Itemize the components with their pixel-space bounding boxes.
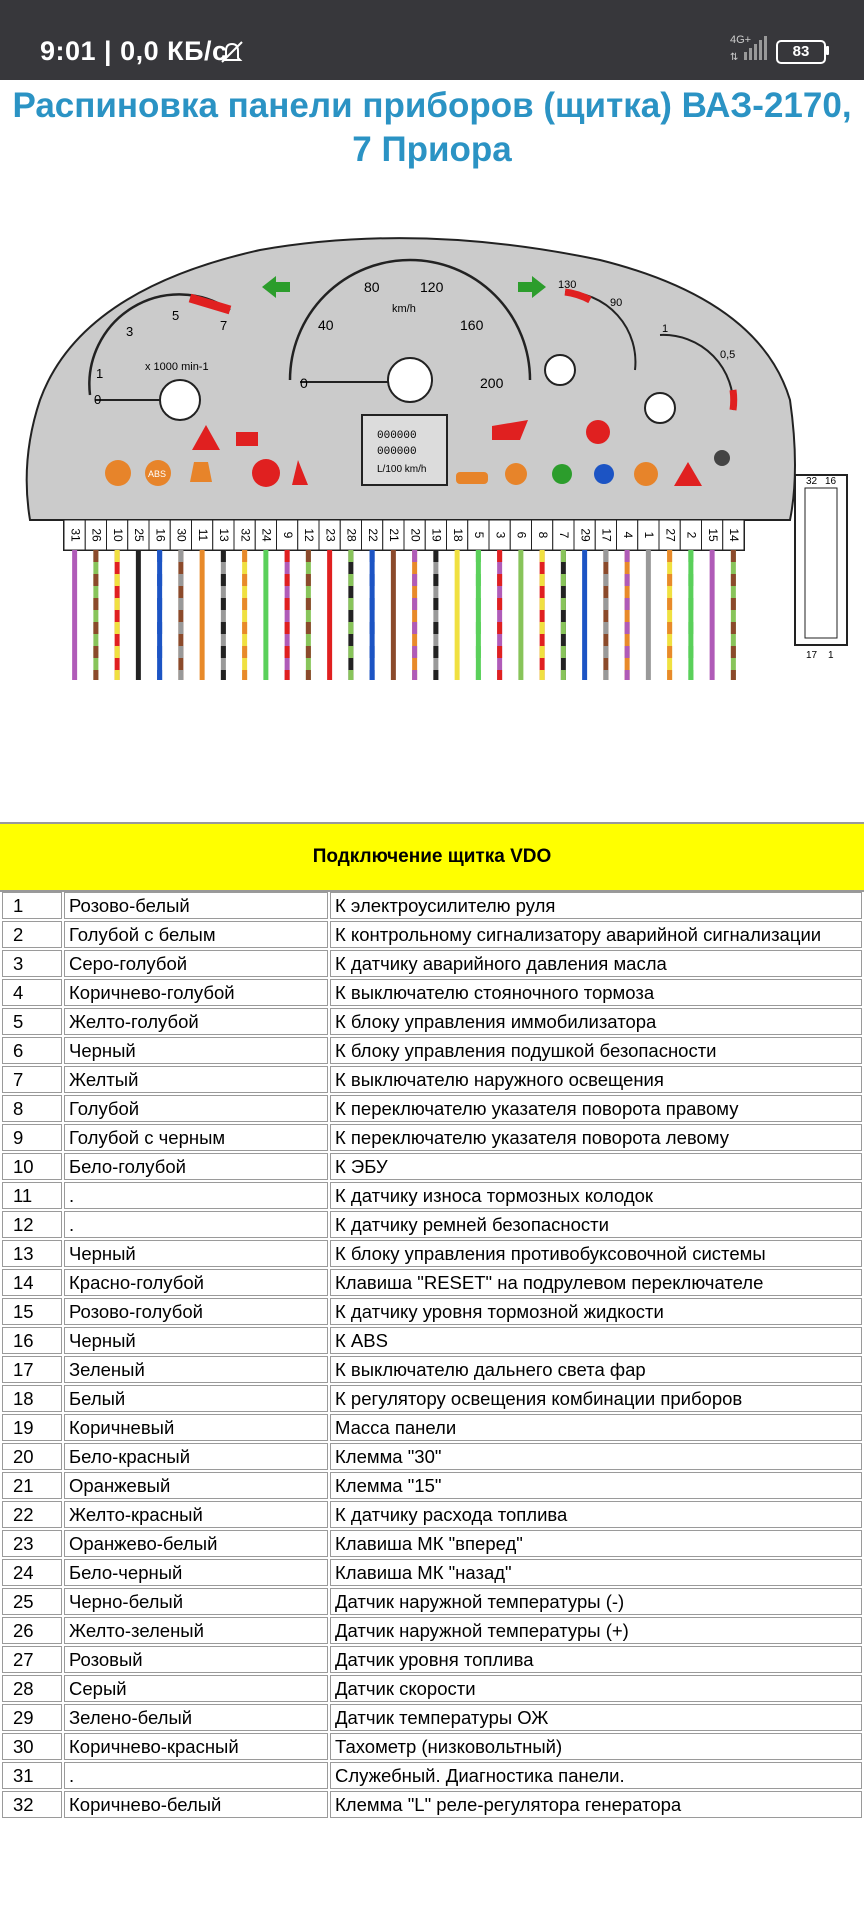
tacho-label-3: 3 (126, 324, 134, 339)
pin-number: 6 (2, 1037, 62, 1064)
connector-pin-label: 5 (472, 531, 487, 539)
pin-destination: Масса панели (330, 1414, 862, 1441)
wire-color: Бело-красный (64, 1443, 328, 1470)
fuel-label-1: 1 (662, 323, 669, 335)
abs-label: ABS (148, 469, 167, 479)
connector-pin-label: 7 (557, 531, 572, 539)
connector-plug (795, 475, 847, 645)
pin-destination: К датчику ремней безопасности (330, 1211, 862, 1238)
pin-destination: К контрольному сигнализатору аварийной сигнализации (330, 921, 862, 948)
display-line-3: L/100 km/h (377, 464, 427, 475)
table-row (2, 1704, 862, 1731)
table-row (2, 1327, 862, 1354)
pin-destination: К ABS (330, 1327, 862, 1354)
pin-number: 9 (2, 1124, 62, 1151)
wire-color: Серо-голубой (64, 950, 328, 977)
table-row (2, 1501, 862, 1528)
connector-pins (64, 520, 744, 550)
connector-pin-label: 14 (727, 528, 742, 542)
car-icon (456, 472, 488, 484)
wire-color: Розово-голубой (64, 1298, 328, 1325)
pin-destination: Клемма "30" (330, 1443, 862, 1470)
table-row (2, 1124, 862, 1151)
connector-pin-label: 31 (68, 528, 83, 542)
wire-color: Красно-голубой (64, 1269, 328, 1296)
battery-icon (776, 40, 826, 64)
wire-color: Черный (64, 1240, 328, 1267)
pin-destination: Клавиша "RESET" на подрулевом переключателе (330, 1269, 862, 1296)
connector-pin-label: 12 (302, 528, 317, 542)
temp-label-130: 130 (558, 279, 577, 291)
table-row (2, 1530, 862, 1557)
connector-pin-label: 8 (535, 531, 550, 539)
pin-destination: Клавиша МК "назад" (330, 1559, 862, 1586)
connector-pin-label: 23 (323, 528, 338, 542)
wire-color: Зеленый (64, 1356, 328, 1383)
plug-label-1: 1 (828, 650, 834, 661)
pin-destination: К регулятору освещения комбинации приборов (330, 1385, 862, 1412)
pin-number: 29 (2, 1704, 62, 1731)
pin-number: 20 (2, 1443, 62, 1470)
table-row (2, 1675, 862, 1702)
connector-pin-label: 32 (238, 528, 253, 542)
table-row (2, 1791, 862, 1818)
table-row (2, 1356, 862, 1383)
pin-number: 18 (2, 1385, 62, 1412)
connector-pin-label: 9 (280, 531, 295, 539)
wire-color: Розовый (64, 1646, 328, 1673)
fuel-label-half: 0,5 (720, 349, 736, 361)
pin-number: 13 (2, 1240, 62, 1267)
pin-number: 11 (2, 1182, 62, 1209)
pin-number: 28 (2, 1675, 62, 1702)
plug-label-17: 17 (806, 650, 818, 661)
connector-pin-label: 15 (705, 528, 720, 542)
wire-color: Белый (64, 1385, 328, 1412)
speedo-label-0: 0 (300, 375, 308, 391)
connector-pin-label: 26 (89, 528, 104, 542)
table-header: Подключение щитка VDO (0, 822, 864, 892)
table-row (2, 1066, 862, 1093)
wire-color: Желтый (64, 1066, 328, 1093)
wire-color: Коричнево-голубой (64, 979, 328, 1006)
table-row (2, 1443, 862, 1470)
wire-color: Голубой (64, 1095, 328, 1122)
connector-pin-label: 1 (642, 531, 657, 539)
pin-number: 25 (2, 1588, 62, 1615)
instrument-panel-diagram (0, 230, 864, 690)
pin-destination: К выключателю наружного освещения (330, 1066, 862, 1093)
pin-number: 24 (2, 1559, 62, 1586)
wire-color: Голубой с белым (64, 921, 328, 948)
pin-number: 2 (2, 921, 62, 948)
wire-color: Черный (64, 1037, 328, 1064)
wire-color: . (64, 1182, 328, 1209)
tacho-label-5: 5 (172, 308, 180, 323)
display-line-2: 000000 (377, 446, 417, 458)
table-row (2, 1240, 862, 1267)
table-row (2, 1414, 862, 1441)
pin-destination: К блоку управления иммобилизатора (330, 1008, 862, 1035)
pin-number: 10 (2, 1153, 62, 1180)
connector-pin-label: 6 (514, 531, 529, 539)
pin-number: 4 (2, 979, 62, 1006)
tacho-label-1: 1 (96, 366, 104, 381)
table-row (2, 1385, 862, 1412)
table-row (2, 1211, 862, 1238)
connector-pin-label: 20 (408, 528, 423, 542)
steering-warning-icon (634, 462, 658, 486)
wire-color: Черно-белый (64, 1588, 328, 1615)
status-bar (0, 0, 864, 80)
pin-number: 3 (2, 950, 62, 977)
pin-number: 32 (2, 1791, 62, 1818)
table-row (2, 1588, 862, 1615)
connector-pin-label: 19 (429, 528, 444, 542)
speedo-label-80: 80 (364, 279, 380, 295)
tacho-label-7: 7 (220, 318, 228, 333)
table-row (2, 1559, 862, 1586)
pin-destination: К датчику расхода топлива (330, 1501, 862, 1528)
pin-destination: Клемма "15" (330, 1472, 862, 1499)
table-row (2, 1298, 862, 1325)
connector-pin-label: 27 (663, 528, 678, 542)
wire-color: Серый (64, 1675, 328, 1702)
temp-label-90: 90 (610, 297, 623, 309)
mute-notification-icon (218, 38, 246, 66)
wire-color: Коричневый (64, 1414, 328, 1441)
pin-destination: К датчику аварийного давления масла (330, 950, 862, 977)
pin-destination: К датчику уровня тормозной жидкости (330, 1298, 862, 1325)
wire-color: Коричнево-красный (64, 1733, 328, 1760)
tacho-unit: x 1000 min-1 (145, 361, 209, 373)
wire-color: Бело-голубой (64, 1153, 328, 1180)
connector-pin-label: 30 (174, 528, 189, 542)
pin-destination: К выключателю дальнего света фар (330, 1356, 862, 1383)
network-label: 4G+ (730, 34, 752, 46)
parking-brake-icon (586, 420, 610, 444)
pin-destination: К датчику износа тормозных колодок (330, 1182, 862, 1209)
page-title: Распиновка панели приборов (щитка) ВАЗ-2170, 7 Приора (12, 86, 852, 169)
table-row (2, 1008, 862, 1035)
pin-number: 12 (2, 1211, 62, 1238)
high-beam-icon (594, 464, 614, 484)
plug-label-16: 16 (825, 476, 837, 487)
airbag-icon (505, 463, 527, 485)
connector-pin-label: 25 (132, 528, 147, 542)
pin-destination: К блоку управления подушкой безопасности (330, 1037, 862, 1064)
table-row (2, 1153, 862, 1180)
connector-pin-label: 22 (365, 528, 380, 542)
speedo-label-160: 160 (460, 317, 484, 333)
connector-pin-label: 2 (684, 531, 699, 539)
table-row (2, 1733, 862, 1760)
connector-pin-label: 16 (153, 528, 168, 542)
pin-number: 8 (2, 1095, 62, 1122)
battery-warning-icon (236, 432, 258, 446)
connector-pin-label: 28 (344, 528, 359, 542)
table-row (2, 921, 862, 948)
status-time: 9:01 | 0,0 КБ/с (40, 36, 228, 66)
tacho-label-0: 0 (94, 392, 102, 407)
wire-color: Оранжево-белый (64, 1530, 328, 1557)
wire-color: Оранжевый (64, 1472, 328, 1499)
pin-number: 7 (2, 1066, 62, 1093)
pin-number: 27 (2, 1646, 62, 1673)
pin-destination: Служебный. Диагностика панели. (330, 1762, 862, 1789)
wire-color: Голубой с черным (64, 1124, 328, 1151)
pin-destination: К выключателю стояночного тормоза (330, 979, 862, 1006)
wire-color: . (64, 1211, 328, 1238)
wire-color: Черный (64, 1327, 328, 1354)
table-row (2, 1646, 862, 1673)
pin-destination: К ЭБУ (330, 1153, 862, 1180)
pin-destination: К переключателю указателя поворота левому (330, 1124, 862, 1151)
connector-pin-label: 24 (259, 528, 274, 542)
pin-number: 22 (2, 1501, 62, 1528)
wire-color: Желто-красный (64, 1501, 328, 1528)
pin-number: 15 (2, 1298, 62, 1325)
display-line-1: 000000 (377, 430, 417, 442)
pin-number: 14 (2, 1269, 62, 1296)
pin-number: 5 (2, 1008, 62, 1035)
connector-pin-label: 18 (450, 528, 465, 542)
pin-destination: К переключателю указателя поворота правому (330, 1095, 862, 1122)
wires (75, 550, 734, 680)
check-engine-icon (105, 460, 131, 486)
pin-number: 26 (2, 1617, 62, 1644)
wire-color: . (64, 1762, 328, 1789)
pin-destination: Клавиша МК "вперед" (330, 1530, 862, 1557)
pin-number: 1 (2, 892, 62, 919)
pin-number: 19 (2, 1414, 62, 1441)
pin-number: 17 (2, 1356, 62, 1383)
pin-destination: Датчик уровня топлива (330, 1646, 862, 1673)
speedo-label-40: 40 (318, 317, 334, 333)
table-row (2, 1472, 862, 1499)
table-row (2, 1182, 862, 1209)
pin-number: 23 (2, 1530, 62, 1557)
connector-pin-label: 13 (217, 528, 232, 542)
pin-destination: Датчик наружной температуры (-) (330, 1588, 862, 1615)
connector-pin-label: 11 (195, 528, 210, 542)
pin-number: 16 (2, 1327, 62, 1354)
plug-label-32: 32 (806, 476, 818, 487)
brake-warning-icon (252, 459, 280, 487)
table-row (2, 1095, 862, 1122)
connector-pin-label: 17 (599, 528, 614, 542)
wire-color: Желто-зеленый (64, 1617, 328, 1644)
table-row (2, 950, 862, 977)
svg-text:⇅: ⇅ (730, 52, 739, 63)
pin-destination: Датчик скорости (330, 1675, 862, 1702)
light-icon (552, 464, 572, 484)
speedo-label-120: 120 (420, 279, 444, 295)
pin-destination: К электроусилителю руля (330, 892, 862, 919)
table-row (2, 1762, 862, 1789)
table-row (2, 1617, 862, 1644)
pin-number: 30 (2, 1733, 62, 1760)
pin-number: 31 (2, 1762, 62, 1789)
pin-destination: Датчик температуры ОЖ (330, 1704, 862, 1731)
speedo-label-200: 200 (480, 375, 504, 391)
pin-destination: К блоку управления противобуксовочной системы (330, 1240, 862, 1267)
wire-color: Зелено-белый (64, 1704, 328, 1731)
pin-destination: Тахометр (низковольтный) (330, 1733, 862, 1760)
pinout-table (0, 890, 864, 1820)
connector-pin-label: 4 (620, 531, 635, 539)
wire-color: Коричнево-белый (64, 1791, 328, 1818)
indicator-dot-icon (714, 450, 730, 466)
pin-destination: Датчик наружной температуры (+) (330, 1617, 862, 1644)
connector-pin-label: 29 (578, 528, 593, 542)
connector-pin-label: 10 (110, 528, 125, 542)
signal-icon (730, 30, 770, 64)
speedo-unit: km/h (392, 303, 416, 315)
pin-destination: Клемма "L" реле-регулятора генератора (330, 1791, 862, 1818)
pin-number: 21 (2, 1472, 62, 1499)
wire-color: Бело-черный (64, 1559, 328, 1586)
connector-pin-label: 21 (387, 528, 402, 542)
table-row (2, 892, 862, 919)
table-row (2, 1269, 862, 1296)
table-row (2, 1037, 862, 1064)
wire-color: Розово-белый (64, 892, 328, 919)
table-row (2, 979, 862, 1006)
connector-pin-label: 3 (493, 531, 508, 539)
wire-color: Желто-голубой (64, 1008, 328, 1035)
battery-level: 83 (792, 43, 810, 60)
